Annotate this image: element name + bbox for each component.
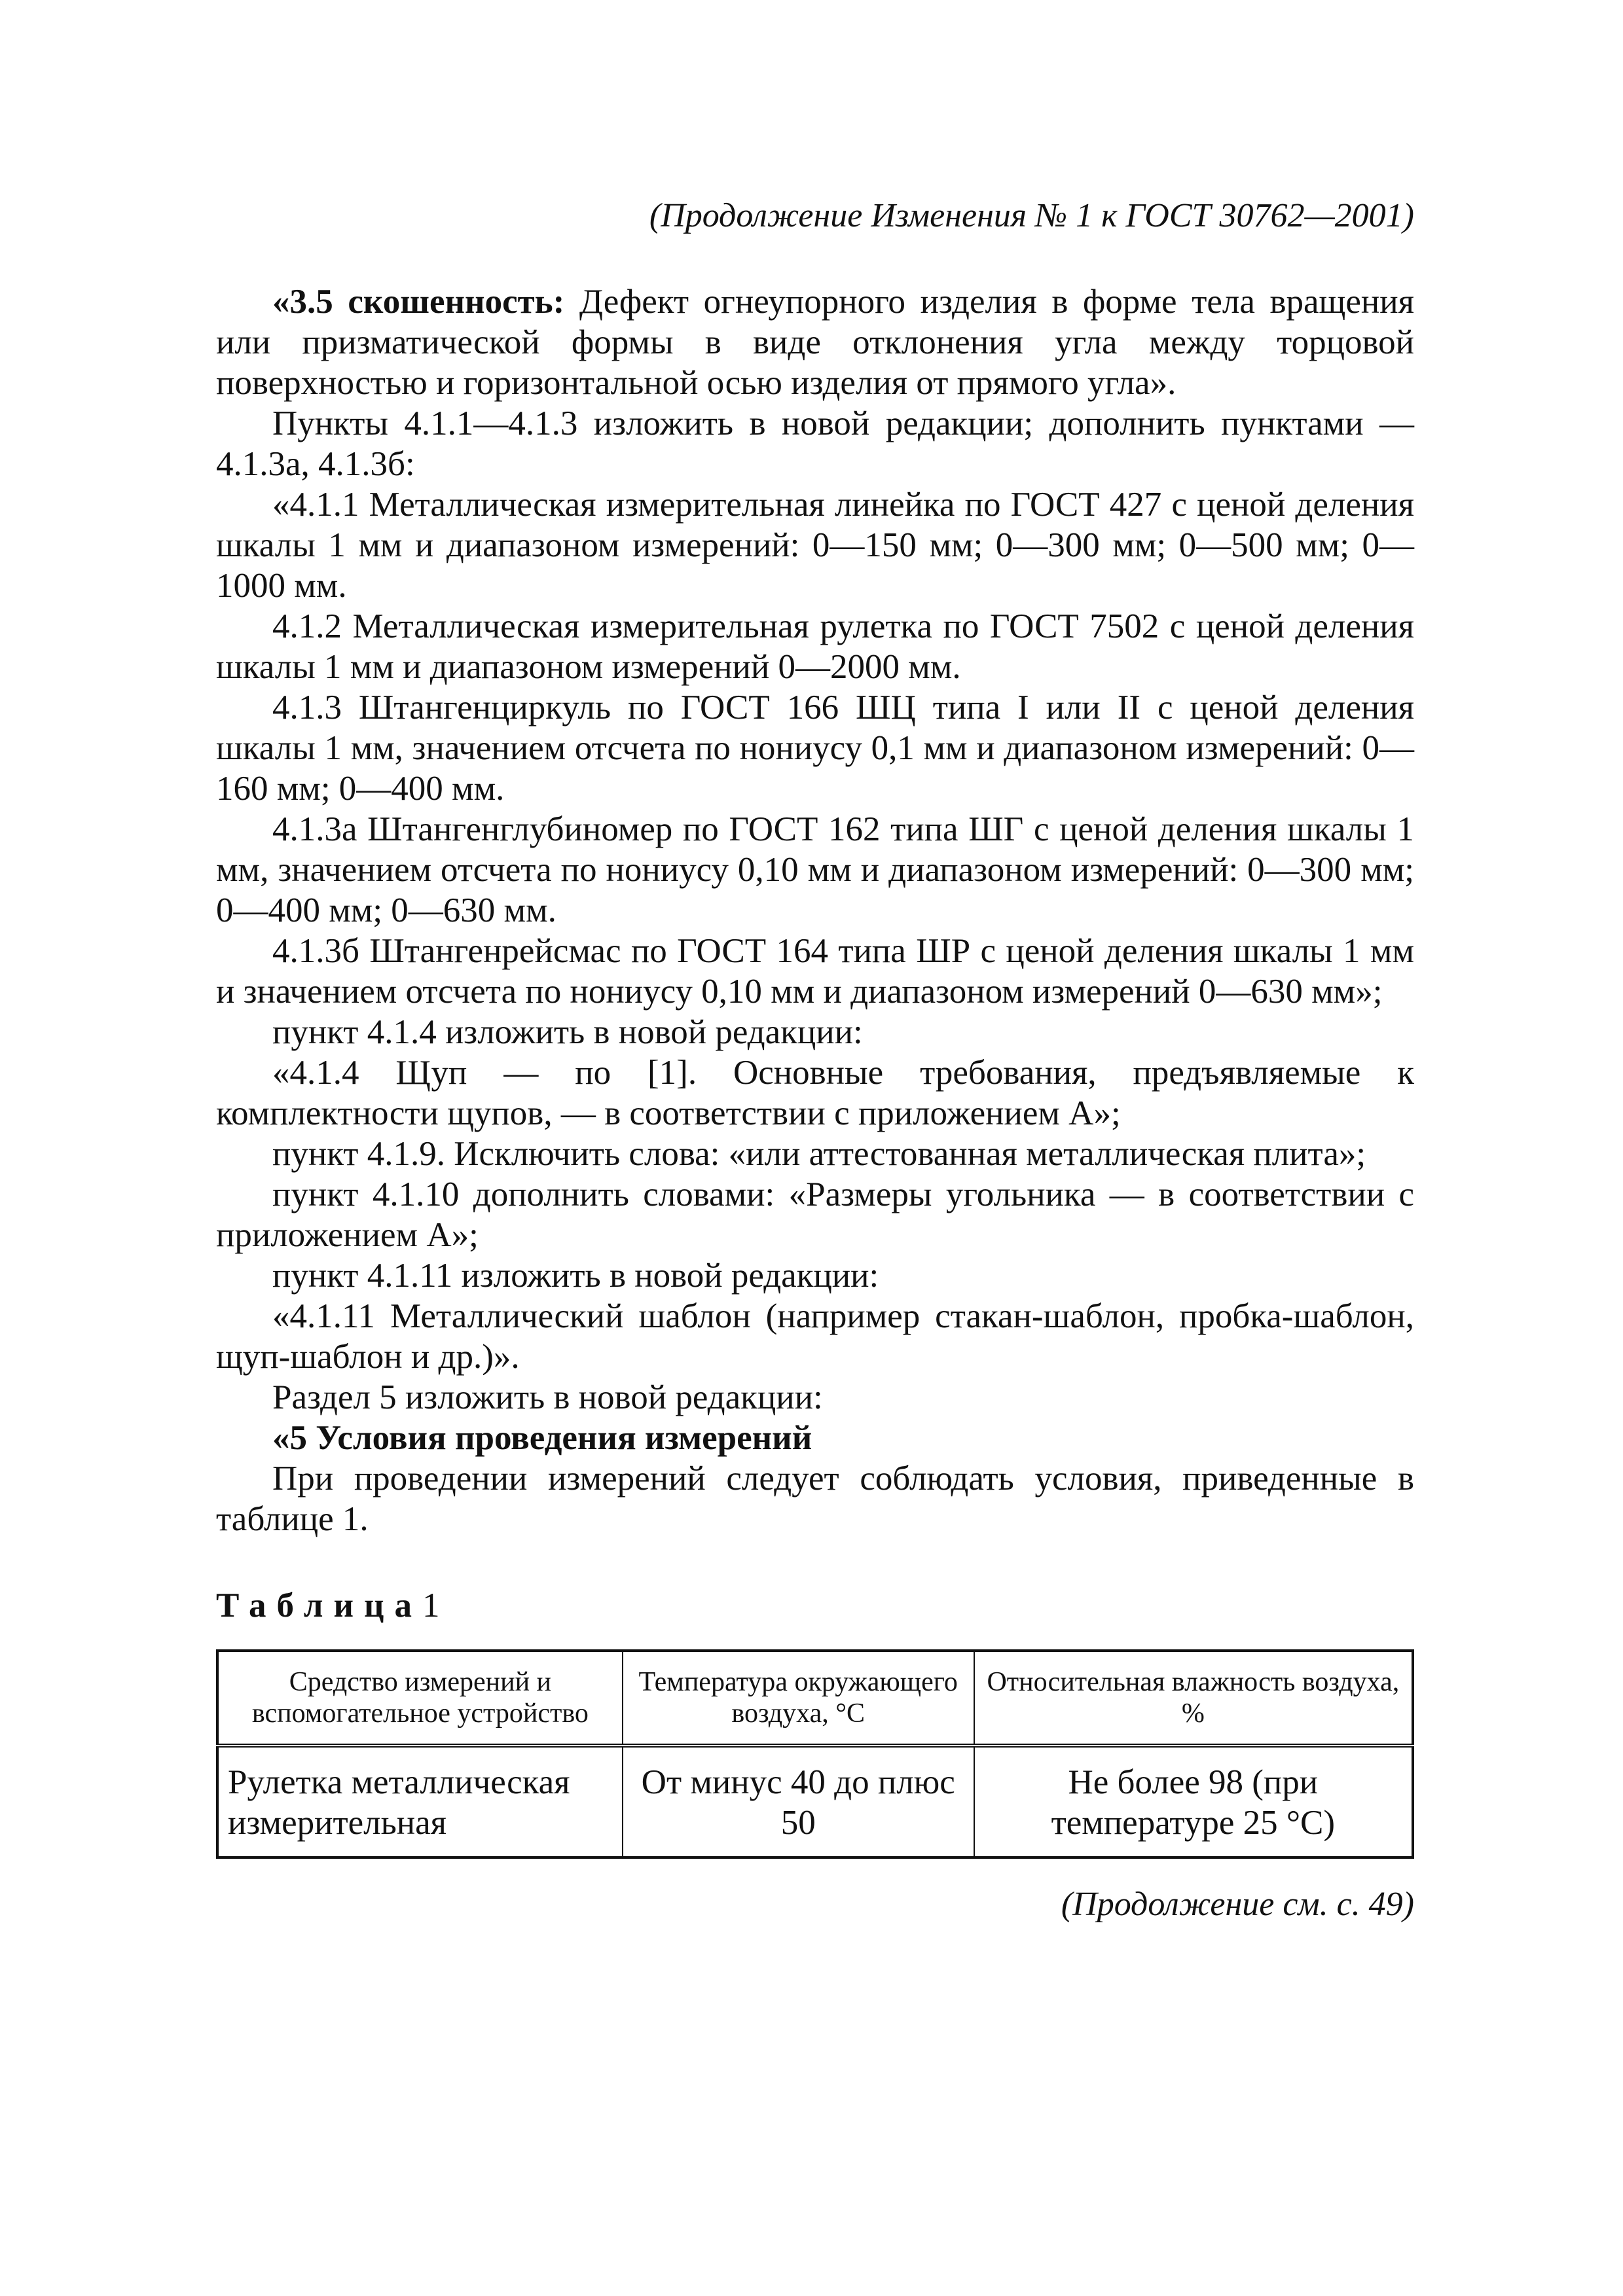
paragraph: «4.1.1 Металлическая измерительная линейка по ГОСТ 427 с ценой деления шкалы 1 мм и диапазоном измерений: 0—150 мм; 0—300 мм; 0—500 мм; 0—1000 мм. <box>216 486 1414 605</box>
paragraph: 4.1.3а Штангенглубиномер по ГОСТ 162 типа ШГ с ценой деления шкалы 1 мм, значением отсчета по нониусу 0,10 мм и диапазоном измерений: 0—300 мм; 0—400 мм; 0—630 мм. <box>216 810 1414 929</box>
table-cell: От минус 40 до плюс 50 <box>623 1746 974 1857</box>
table-caption-number: 1 <box>422 1587 440 1624</box>
paragraph: 4.1.3 Штангенциркуль по ГОСТ 166 ШЦ типа I или II с ценой деления шкалы 1 мм, значением отсчета по нониусу 0,1 мм и диапазоном измерений: 0—160 мм; 0—400 мм. <box>216 689 1414 808</box>
paragraph-text: Дефект огнеупорного изделия в форме <box>564 283 1192 321</box>
table-cell: Рулетка металлическая измерительная <box>217 1746 623 1857</box>
table-cell: Не более 98 (при температуре 25 °С) <box>974 1746 1413 1857</box>
paragraph-text: вращения или призматической <box>216 283 1414 361</box>
column-header: Средство измерений и вспомогательное устройство <box>217 1651 623 1746</box>
paragraph: При проведении измерений следует соблюдать условия, приведенные в таблице 1. <box>216 1460 1414 1538</box>
column-header: Относительная влажность воздуха, % <box>974 1651 1413 1746</box>
document-body <box>216 281 1414 1539</box>
paragraph: Пункты 4.1.1—4.1.3 изложить в новой редакции; дополнить пунктами — 4.1.3а, 4.1.3б: <box>216 404 1414 483</box>
page-footer-continuation: (Продолжение см. с. 49) <box>1061 1886 1414 1923</box>
paragraph: пункт 4.1.11 изложить в новой редакции: <box>272 1257 879 1295</box>
paragraph: 4.1.3б Штангенрейсмас по ГОСТ 164 типа ШР с ценой деления шкалы 1 мм и значением отсчета по нониусу 0,10 мм и диапазоном измерений 0—630 мм»; <box>216 932 1414 1011</box>
table-header-row <box>217 1651 1413 1746</box>
table-1 <box>216 1649 1414 1859</box>
column-header: Температура окружающего воздуха, °С <box>623 1651 974 1746</box>
paragraph: 4.1.2 Металлическая измерительная рулетка по ГОСТ 7502 с ценой деления шкалы 1 мм и диапазоном измерений 0—2000 мм. <box>216 607 1414 686</box>
paragraph-text: формы <box>571 323 674 361</box>
paragraph-text: тела <box>1192 283 1255 321</box>
paragraph: пункт 4.1.10 дополнить словами: «Размеры угольника — в соответствии с приложением А»; <box>216 1175 1414 1254</box>
paragraph-definition <box>216 281 1414 403</box>
paragraph: пункт 4.1.9. Исключить слова: «или аттестованная металлическая плита»; <box>272 1135 1366 1173</box>
table-row <box>217 1746 1413 1857</box>
paragraph: «4.1.4 Щуп — по [1]. Основные требования, предъявляемые к комплектности щупов, — в соответствии с приложением А»; <box>216 1054 1414 1132</box>
table-caption-word: Таблица <box>216 1587 423 1624</box>
document-page <box>216 196 1414 1924</box>
table-caption <box>216 1585 1414 1626</box>
paragraph: «4.1.11 Металлический шаблон (например стакан-шаблон, пробка-шаблон, щуп-шаблон и др.)». <box>216 1297 1414 1376</box>
page-header: (Продолжение Изменения № 1 к ГОСТ 30762—2001) <box>649 197 1414 234</box>
paragraph-text: в виде отклонения угла между торцовой поверхностью и горизонтальной осью изделия от прямого угла». <box>216 323 1415 402</box>
term-bold: «3.5 скошенность: <box>272 283 565 321</box>
paragraph: Раздел 5 изложить в новой редакции: <box>272 1378 823 1416</box>
paragraph: пункт 4.1.4 изложить в новой редакции: <box>272 1013 863 1051</box>
section-heading: «5 Условия проведения измерений <box>272 1419 812 1457</box>
